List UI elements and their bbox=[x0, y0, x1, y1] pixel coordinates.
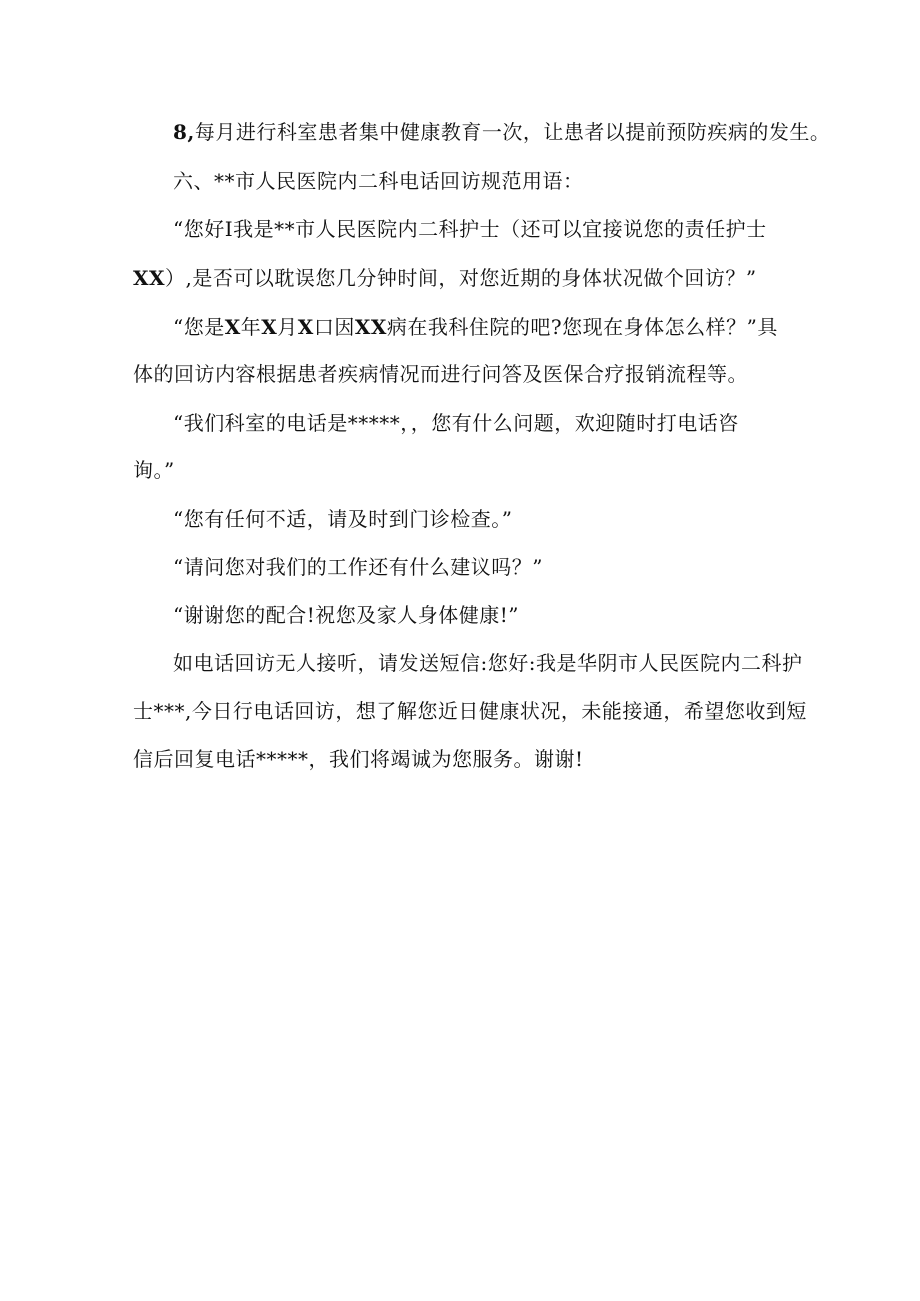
script-1-line-2 bbox=[133, 264, 757, 292]
script-2-placeholder-year: X bbox=[224, 315, 241, 339]
script-3-line-1: “我们科室的电话是*****，，您有什么问题，欢迎随时打电话咨 bbox=[173, 411, 739, 435]
script-2-line-2: 体的回访内容根据患者疾病情况而进行问答及医保合疗报销流程等。 bbox=[133, 362, 748, 386]
script-2-placeholder-month: X bbox=[261, 315, 278, 339]
item-8-number: 8, bbox=[173, 120, 195, 144]
script-2-part: 口因 bbox=[313, 315, 355, 339]
script-1-line-2-text: ）,是否可以耽误您几分钟时间，对您近期的身体状况做个回访？” bbox=[165, 266, 757, 290]
sms-line-2: 士***,今日行电话回访，想了解您近日健康状况，未能接通，希望您收到短 bbox=[133, 699, 807, 723]
script-2-part: “您是 bbox=[173, 315, 225, 339]
script-2-part: 病在我科住院的吧?您现在身体怎么样？”具 bbox=[386, 315, 778, 339]
script-4: “您有任何不适，请及时到门诊检查。” bbox=[173, 507, 513, 531]
script-2-placeholder-disease: XX bbox=[354, 315, 387, 339]
sms-line-3: 信后回复电话*****，我们将竭诚为您服务。谢谢! bbox=[133, 747, 584, 771]
sms-line-1: 如电话回访无人接听，请发送短信:您好:我是华阴市人民医院内二科护 bbox=[173, 651, 803, 675]
script-2-line-1 bbox=[173, 313, 778, 341]
script-1-placeholder: XX bbox=[133, 266, 166, 290]
section-6-heading: 六、**市人民医院内二科电话回访规范用语： bbox=[173, 169, 584, 193]
script-2-part: 月 bbox=[277, 315, 298, 339]
script-5: “请问您对我们的工作还有什么建议吗？” bbox=[173, 555, 543, 579]
script-2-part: 年 bbox=[240, 315, 262, 339]
item-8 bbox=[173, 118, 830, 146]
script-6: “谢谢您的配合!祝您及家人身体健康!” bbox=[173, 603, 520, 627]
script-1-line-1: “您好I我是**市人民医院内二科护士（还可以宜接说您的责任护士 bbox=[173, 217, 767, 241]
item-8-text: 每月进行科室患者集中健康教育一次，让患者以提前预防疾病的发生。 bbox=[194, 120, 831, 144]
script-3-line-2: 询。” bbox=[133, 458, 175, 482]
script-2-placeholder-day: X bbox=[297, 315, 314, 339]
